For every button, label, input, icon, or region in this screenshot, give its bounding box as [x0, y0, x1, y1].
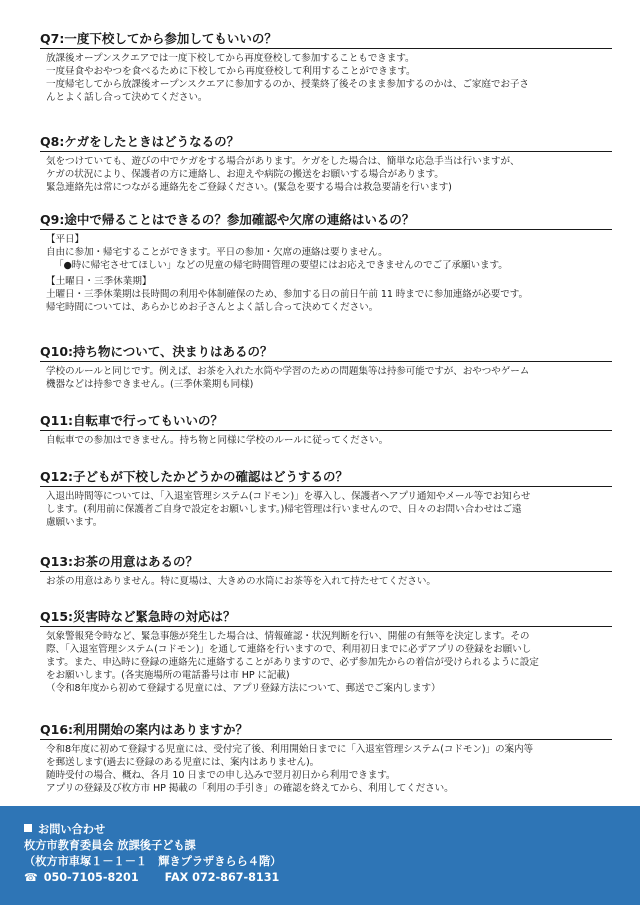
phone-icon: ☎: [24, 871, 38, 884]
question-title: :一度下校してから参加してもいいの？: [59, 31, 277, 46]
question-title: :利用開始の案内はありますか？: [68, 722, 249, 737]
answer-line: 自転車での参加はできません。持ち物と同様に学校のルールに従ってください。: [46, 435, 389, 446]
question-heading: [40, 134, 612, 152]
contact-heading: [24, 822, 281, 838]
answer-line: 慮願います。: [46, 517, 103, 528]
faq-q13: [40, 554, 612, 588]
question-heading: [40, 609, 612, 627]
contact-heading-text: お問い合わせ: [38, 823, 106, 836]
holiday-label: 【土曜日・三季休業期】: [46, 276, 152, 287]
faq-q7: [40, 31, 612, 104]
question-number: Q8: [40, 134, 60, 149]
question-heading: [40, 212, 612, 230]
answer: [40, 743, 612, 795]
answer-line: します。(利用前に保護者ご自身で設定をお願いします。)帰宅管理は行いませんので、日々のお問い合わせはご遠: [46, 504, 522, 515]
answer-line: アプリの登録及び枚方市 HP 掲載の「利用の手引き」の確認を終えてから、利用してください。: [46, 783, 454, 794]
answer-line: 気象警報発令時など、緊急事態が発生した場合は、情報確認・状況判断を行い、開催の有無等を決定します。その: [46, 631, 530, 642]
weekday-label: 【平日】: [46, 234, 84, 245]
question-title: :持ち物について、決まりはあるの？: [68, 344, 273, 359]
answer: [40, 434, 612, 447]
question-number: Q7: [40, 31, 60, 46]
answer-line: 土曜日・三季休業期は長時間の利用や体制確保のため、参加する日の前日午前 11 時までに参加連絡が必要です。: [46, 289, 528, 300]
contact-fax: FAX 072-867-8131: [164, 871, 280, 884]
question-heading: [40, 344, 612, 362]
question-number: Q12: [40, 469, 69, 484]
answer-line: 放課後オープンスクエアでは一度下校してから再度登校して参加することもできます。: [46, 53, 415, 64]
contact-tel[interactable]: 050-7105-8201: [43, 871, 139, 884]
question-number: Q11: [40, 413, 69, 428]
answer-line: 緊急連絡先は常につながる連絡先をご登録ください。(緊急を要する場合は救急要請を行います): [46, 182, 452, 193]
answer-line: 令和8年度に初めて登録する児童には、受付完了後、利用開始日までに「入退室管理システム(コドモン)」の案内等: [46, 744, 534, 755]
faq-q15: [40, 609, 612, 695]
square-bullet-icon: [24, 824, 32, 832]
question-heading: [40, 554, 612, 572]
answer-line: 際、「入退室管理システム(コドモン)」を通して連絡を行いますので、利用初日までに必ずアプリの登録をお願いし: [46, 644, 532, 655]
answer-line: 入退出時間等については、「入退室管理システム(コドモン)」を導入し、保護者へアプリ通知やメール等でお知らせ: [46, 491, 531, 502]
answer-line: ます。また、申込時に登録の連絡先に連絡することがありますので、必ず参加先からの着信が受けられるように設定: [46, 657, 539, 668]
question-heading: [40, 722, 612, 740]
contact-phone-row: [24, 870, 281, 886]
faq-q11: [40, 413, 612, 447]
question-number: Q16: [40, 722, 69, 737]
answer-line: 「●時に帰宅させてほしい」などの児童の帰宅時間管理の要望にはお応えできませんのでご了承願います。: [54, 260, 508, 271]
question-title: :途中で帰ることはできるの？参加確認や欠席の連絡はいるの？: [59, 212, 415, 227]
answer: [40, 233, 612, 314]
question-heading: [40, 31, 612, 49]
answer-line: をお願いします。(各実施場所の電話番号は市 HP に記載): [46, 670, 290, 681]
answer: [40, 630, 612, 695]
faq-q16: [40, 722, 612, 795]
answer-line: 随時受付の場合、概ね、各月 10 日までの申し込みで翌月初日から利用できます。: [46, 770, 396, 781]
contact-org: 枚方市教育委員会 放課後子ども課: [24, 839, 196, 852]
faq-q10: [40, 344, 612, 391]
answer: [40, 575, 612, 588]
question-title: :自転車で行ってもいいの？: [68, 413, 224, 428]
question-title: :ケガをしたときはどうなるの？: [59, 134, 240, 149]
question-title: :災害時など緊急時の対応は？: [68, 609, 236, 624]
question-number: Q9: [40, 212, 60, 227]
answer-line: 一度昼食やおやつを食べるために下校してから再度登校して利用することができます。: [46, 66, 416, 77]
answer-line: んとよく話し合って決めてください。: [46, 92, 208, 103]
question-title: :お茶の用意はあるの？: [68, 554, 199, 569]
answer-line: 帰宅時間については、あらかじめお子さんとよく話し合って決めてください。: [46, 302, 379, 313]
faq-q8: [40, 134, 612, 194]
answer: [40, 490, 612, 529]
question-number: Q13: [40, 554, 69, 569]
answer: [40, 365, 612, 391]
answer-line: 学校のルールと同じです。例えば、お茶を入れた水筒や学習のための問題集等は持参可能ですが、おやつやゲーム: [46, 366, 530, 377]
faq-q12: [40, 469, 612, 529]
answer-line: を郵送します(過去に登録のある児童には、案内はありません)。: [46, 757, 320, 768]
question-number: Q10: [40, 344, 69, 359]
question-heading: [40, 413, 612, 431]
answer: [40, 155, 612, 194]
answer-line: （令和8年度から初めて登録する児童には、アプリ登録方法について、郵送でご案内します）: [46, 683, 441, 694]
contact-address: （枚方市車塚１－１－１ 輝きプラザきらら４階）: [24, 855, 282, 868]
question-title: :子どもが下校したかどうかの確認はどうするの？: [68, 469, 349, 484]
answer: [40, 52, 612, 104]
answer-line: ケガの状況により、保護者の方に連絡し、お迎えや病院の搬送をお願いする場合があります。: [46, 169, 444, 180]
answer-line: 自由に参加・帰宅することができます。平日の参加・欠席の連絡は要りません。: [46, 247, 388, 258]
answer-line: 機器などは持参できません。(三季休業期も同様): [46, 379, 254, 390]
contact-footer: [0, 806, 640, 905]
answer-line: 一度帰宅してから放課後オープンスクエアに参加するのか、授業終了後そのまま参加するのかは、ご家庭でお子さ: [46, 79, 529, 90]
answer-line: 気をつけていても、遊びの中でケガをする場合があります。ケガをした場合は、簡単な応急手当は行いますが、: [46, 156, 520, 167]
answer-line: お茶の用意はありません。特に夏場は、大きめの水筒にお茶等を入れて持たせてください。: [46, 576, 436, 587]
question-number: Q15: [40, 609, 69, 624]
faq-q9: [40, 212, 612, 314]
question-heading: [40, 469, 612, 487]
